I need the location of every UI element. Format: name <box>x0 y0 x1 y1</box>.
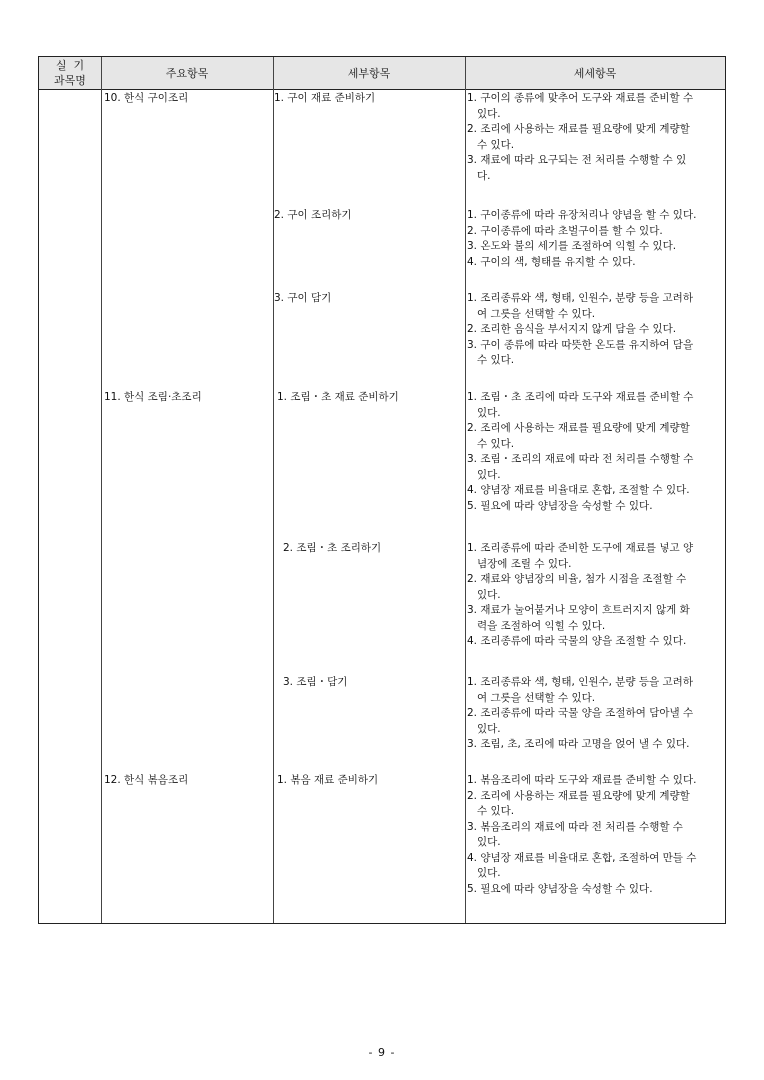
detail-line: 4. 조리종류에 따라 국물의 양을 조절할 수 있다. <box>467 635 687 647</box>
detail-list <box>467 208 725 270</box>
detail-list <box>467 675 725 753</box>
sub-item: 3. 구이 담기 <box>274 292 332 304</box>
main-item: 11. 한식 조림·초조리 <box>104 391 202 403</box>
detail-line: 있다. <box>477 836 501 848</box>
header-subject <box>39 57 101 89</box>
detail-line: 2. 조리에 사용하는 재료를 필요량에 맞게 계량할 <box>467 789 690 802</box>
column-divider <box>465 57 466 923</box>
detail-list <box>467 541 725 650</box>
detail-line: 2. 조리종류에 따라 국물 양을 조절하여 담아낼 수 <box>467 707 694 719</box>
detail-line: 1. 구이의 종류에 맞추어 도구와 재료를 준비할 수 <box>467 92 694 104</box>
main-item: 10. 한식 구이조리 <box>104 92 189 104</box>
detail-line: 3. 조림・조리의 재료에 따라 전 처리를 수행할 수 <box>467 453 694 465</box>
header-subject-line2: 과목명 <box>54 74 86 87</box>
detail-line: 1. 조림・초 조리에 따라 도구와 재료를 준비할 수 <box>467 391 694 403</box>
header-subject-line1: 실 기 <box>55 59 85 72</box>
detail-line: 1. 볶음조리에 따라 도구와 재료를 준비할 수 있다. <box>467 774 697 786</box>
detail-line: 1. 조리종류에 따라 준비한 도구에 재료를 넣고 양 <box>467 542 694 554</box>
detail-line: 5. 필요에 따라 양념장을 숙성할 수 있다. <box>467 882 653 895</box>
sub-item: 1. 조림・초 재료 준비하기 <box>277 391 399 403</box>
detail-line: 3. 조림, 초, 조리에 따라 고명을 얹어 낼 수 있다. <box>467 738 690 750</box>
detail-line: 2. 재료와 양념장의 비율, 첨가 시점을 조절할 수 <box>467 573 687 585</box>
column-divider <box>273 57 274 923</box>
curriculum-table <box>38 56 726 924</box>
detail-line: 4. 구이의 색, 형태를 유지할 수 있다. <box>467 255 636 268</box>
header-main-item: 주요항목 <box>165 67 209 80</box>
table-header <box>39 57 725 90</box>
detail-line: 3. 재료가 눌어붙거나 모양이 흐트러지지 않게 화 <box>467 604 690 616</box>
detail-line: 있다. <box>477 722 501 735</box>
detail-line: 1. 구이종류에 따라 유장처리나 양념을 할 수 있다. <box>467 209 697 221</box>
detail-line: 수 있다. <box>477 437 515 450</box>
detail-line: 있다. <box>477 588 501 601</box>
detail-line: 3. 온도와 불의 세기를 조절하여 익힐 수 있다. <box>467 240 677 252</box>
detail-list <box>467 773 725 897</box>
detail-line: 3. 구이 종류에 따라 따뜻한 온도를 유지하여 담을 <box>467 338 694 351</box>
detail-line: 있다. <box>477 867 501 879</box>
detail-list <box>467 91 725 184</box>
detail-line: 4. 양념장 재료를 비율대로 혼합, 조절하여 만들 수 <box>467 851 697 864</box>
detail-line: 다. <box>477 169 491 182</box>
detail-line: 2. 조리에 사용하는 재료를 필요량에 맞게 계량할 <box>467 422 690 434</box>
detail-line: 수 있다. <box>477 138 515 151</box>
detail-line: 3. 재료에 따라 요구되는 전 처리를 수행할 수 있 <box>467 154 687 166</box>
sub-item: 1. 구이 재료 준비하기 <box>274 92 376 104</box>
page-number: - 9 - <box>368 1046 396 1059</box>
detail-line: 2. 구이종류에 따라 초벌구이를 할 수 있다. <box>467 224 663 237</box>
detail-line: 있다. <box>477 468 501 481</box>
detail-line: 있다. <box>477 406 501 419</box>
detail-line: 여 그릇을 선택할 수 있다. <box>477 691 596 704</box>
detail-list <box>467 390 725 514</box>
detail-line: 2. 조리한 음식을 부서지지 않게 담을 수 있다. <box>467 323 677 335</box>
column-divider <box>101 57 102 923</box>
detail-line: 여 그릇을 선택할 수 있다. <box>477 307 596 320</box>
sub-item: 3. 조림・담기 <box>283 676 348 688</box>
detail-line: 4. 양념장 재료를 비율대로 혼합, 조절할 수 있다. <box>467 484 690 496</box>
detail-line: 력을 조절하여 익힐 수 있다. <box>477 619 606 632</box>
detail-line: 3. 볶음조리의 재료에 따라 전 처리를 수행할 수 <box>467 820 683 833</box>
detail-line: 념장에 조릴 수 있다. <box>477 557 572 570</box>
header-sub-item: 세부항목 <box>347 67 391 80</box>
detail-line: 1. 조리종류와 색, 형태, 인원수, 분량 등을 고려하 <box>467 292 693 304</box>
sub-item: 2. 구이 조리하기 <box>274 209 352 221</box>
detail-line: 2. 조리에 사용하는 재료를 필요량에 맞게 계량할 <box>467 123 690 135</box>
header-detail-item: 세세항목 <box>573 67 617 80</box>
detail-line: 있다. <box>477 107 501 120</box>
detail-list <box>467 291 725 369</box>
main-item: 12. 한식 볶음조리 <box>104 774 189 786</box>
detail-line: 1. 조리종류와 색, 형태, 인원수, 분량 등을 고려하 <box>467 676 693 688</box>
detail-line: 5. 필요에 따라 양념장을 숙성할 수 있다. <box>467 499 653 512</box>
sub-item: 1. 볶음 재료 준비하기 <box>277 774 379 786</box>
detail-line: 수 있다. <box>477 805 515 817</box>
detail-line: 수 있다. <box>477 354 515 366</box>
sub-item: 2. 조림・초 조리하기 <box>283 542 382 554</box>
